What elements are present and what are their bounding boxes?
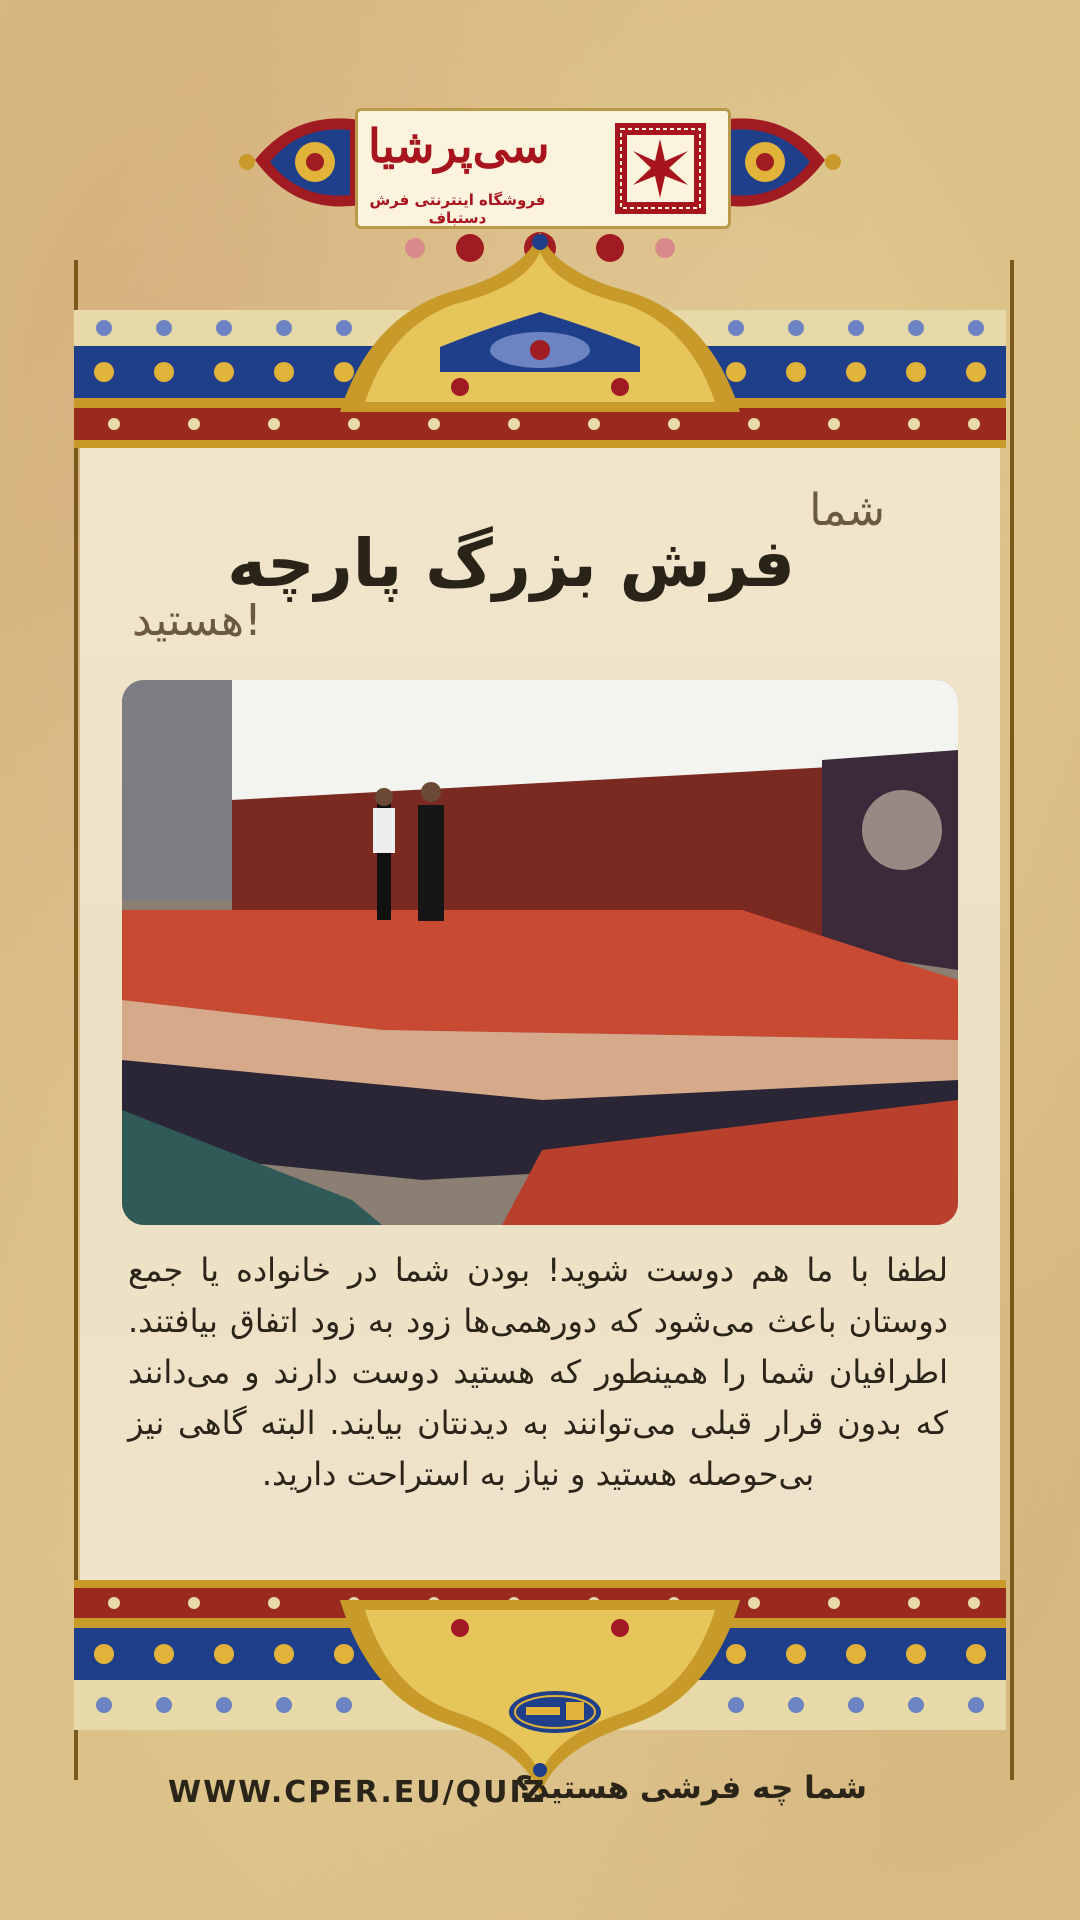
footer-logo-badge-icon — [508, 1690, 602, 1734]
quiz-url-link[interactable]: WWW.CPER.EU/QUIZ — [168, 1775, 547, 1810]
description-text: لطفا با ما هم دوست شوید! بودن شما در خانواده یا جمع دوستان باعث می‌شود که دورهمی‌ها زود به زود اتفاق بیافتند. اطرافیان شما را همینطور که هستید دوست دارند و می‌دانند که بدون قرار قبلی می‌توانند به دیدنتان بیایند. البته گاهی نیز بی‌حوصله هستید و نیاز به استراحت دارید. — [128, 1251, 948, 1493]
top-arch-medallion — [340, 232, 740, 447]
brand-logo[interactable] — [235, 100, 845, 235]
floral-wing-right-icon — [715, 100, 845, 225]
brand-name: سی‌پرشیا — [368, 119, 550, 173]
page-title: فرش بزرگ پارچه — [227, 525, 795, 602]
carpet-emblem-icon — [613, 121, 708, 216]
quiz-question: شما چه فرشی هستید؟ — [514, 1770, 867, 1806]
logo-card — [355, 108, 731, 229]
brand-tagline: فروشگاه اینترنتی فرش دستباف — [369, 191, 546, 227]
heading-prefix: شما — [809, 485, 885, 536]
heading-suffix: هستید! — [132, 595, 262, 646]
carpet-photo — [122, 680, 958, 1225]
floral-wing-left-icon — [235, 100, 365, 225]
